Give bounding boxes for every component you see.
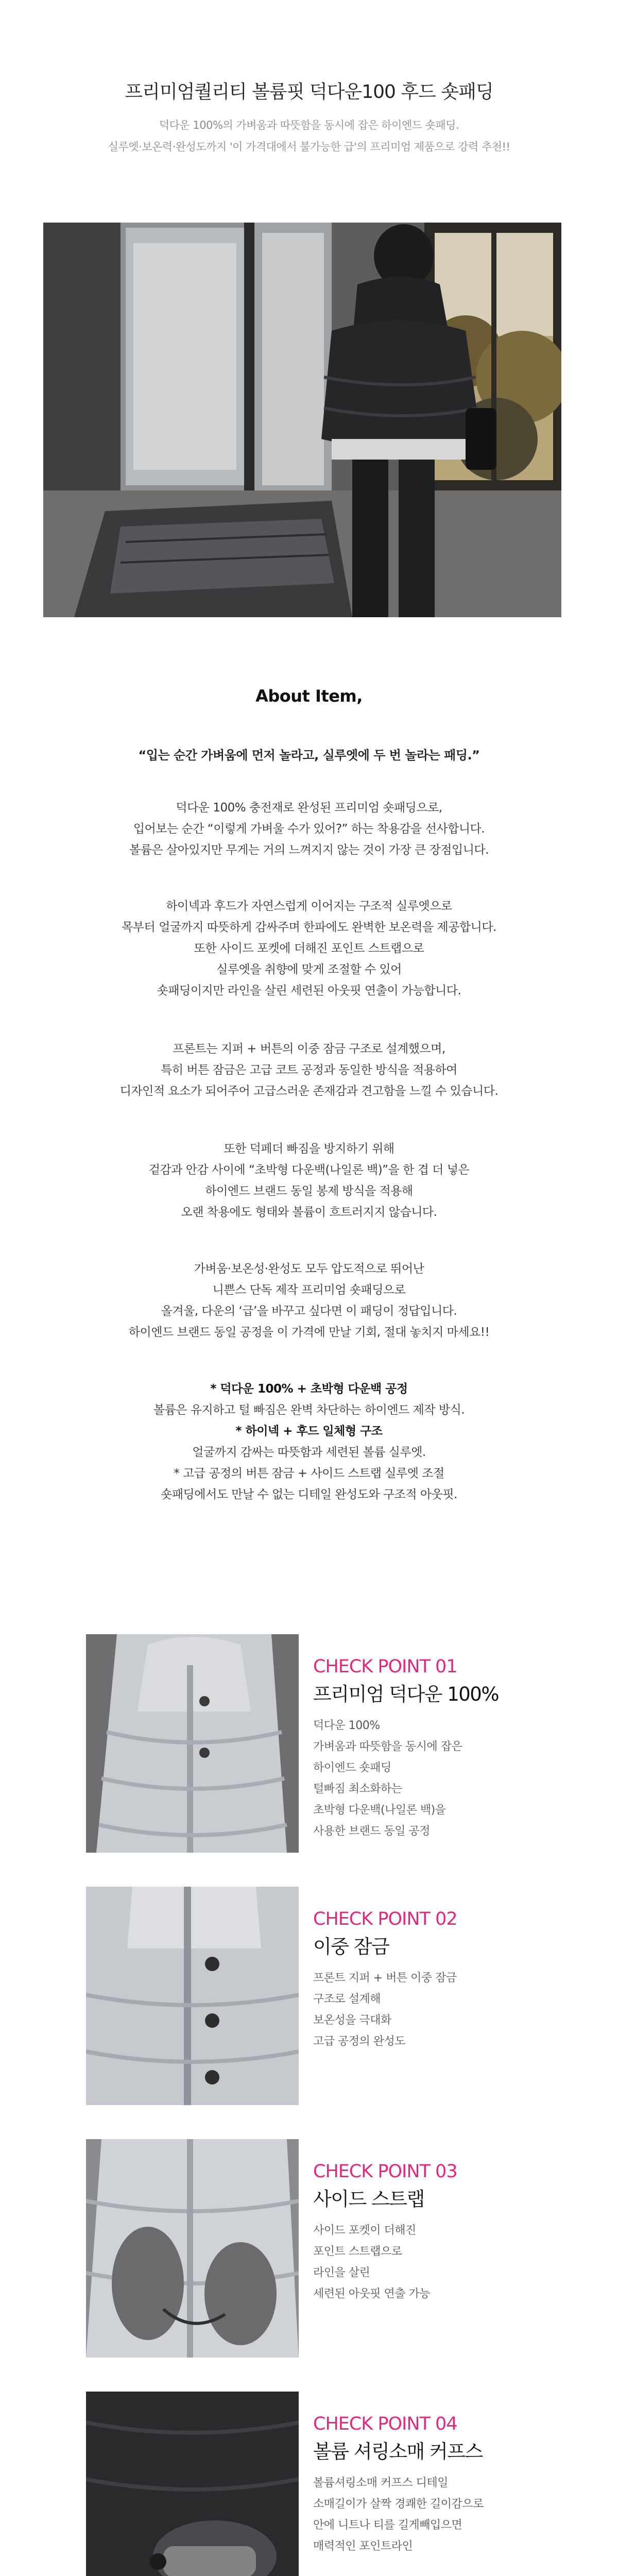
- checkpoint-label: CHECK POINT 04: [313, 2414, 457, 2434]
- about-line: 겉감과 안감 사이에 “초박형 다운백(나일론 백)”을 한 겹 더 넣은: [148, 1163, 470, 1177]
- about-line: 입어보는 순간 “이렇게 가벼울 수가 있어?” 하는 착용감을 선사합니다.: [133, 822, 485, 836]
- checkpoint-description: [313, 2220, 581, 2304]
- checkpoint-desc-line: 사용한 브랜드 동일 공정: [313, 1825, 431, 1838]
- summary-line: * 고급 공정의 버튼 잠금 + 사이드 스트랩 실루엣 조절: [174, 1467, 444, 1480]
- checkpoint-description: [313, 1968, 581, 2052]
- checkpoint-desc-line: 털빠짐 최소화하는: [313, 1783, 402, 1795]
- summary-line: 숏패딩에서도 만날 수 없는 디테일 완성도와 구조적 아웃핏.: [161, 1488, 457, 1501]
- about-line: 프론트는 지퍼 + 버튼의 이중 잠금 구조로 설계했으며,: [173, 1042, 445, 1056]
- about-line: 가벼움·보온성·완성도 모두 압도적으로 뛰어난: [194, 1262, 424, 1276]
- summary-line: 볼륨은 유지하고 털 빠짐은 완벽 차단하는 하이엔드 제작 방식.: [153, 1403, 465, 1417]
- summary-line: * 하이넥 + 후드 일체형 구조: [235, 1425, 383, 1438]
- about-line: 볼륨은 살아있지만 무게는 거의 느껴지지 않는 것이 가장 큰 장점입니다.: [129, 843, 489, 857]
- about-paragraph: [0, 1259, 618, 1343]
- hero-photo-illustration: [43, 223, 561, 617]
- checkpoint-description: [313, 2472, 581, 2557]
- checkpoint-photo-04: [86, 2392, 299, 2576]
- about-line: 또한 덕페더 빠짐을 방지하기 위해: [224, 1142, 394, 1156]
- checkpoint-title: 볼륨 셔링소매 커프스: [313, 2441, 483, 2463]
- about-line: 특히 버튼 잠금은 고급 코트 공정과 동일한 방식을 적용하여: [161, 1063, 457, 1077]
- checkpoint-desc-line: 고급 공정의 완성도: [313, 2035, 406, 2048]
- checkpoint-photo-01: [86, 1634, 299, 1853]
- about-line: 올겨울, 다운의 ‘급’을 바꾸고 싶다면 이 패딩이 정답입니다.: [161, 1304, 457, 1318]
- about-line: 오랜 착용에도 형태와 볼륨이 흐트러지지 않습니다.: [181, 1206, 437, 1219]
- hero-photo: [43, 223, 561, 617]
- checkpoint-desc-line: 라인을 살린: [313, 2266, 370, 2279]
- checkpoint-desc-line: 볼륨셔링소매 커프스 디테일: [313, 2477, 449, 2489]
- about-line: 덕다운 100% 충전재로 완성된 프리미엄 숏패딩으로,: [176, 801, 442, 815]
- checkpoint-desc-line: 포인트 스트랩으로: [313, 2245, 402, 2258]
- about-line: 목부터 얼굴까지 따뜻하게 감싸주며 한파에도 완벽한 보온력을 제공합니다.: [122, 921, 496, 934]
- summary-line: * 덕다운 100% + 초박형 다운백 공정: [210, 1382, 408, 1396]
- about-line: 하이엔드 브랜드 동일 봉제 방식을 적용해: [205, 1184, 413, 1198]
- checkpoint-desc-line: 덕다운 100%: [313, 1719, 380, 1732]
- checkpoint-04: [313, 2413, 581, 2557]
- checkpoint-desc-line: 하이엔드 숏패딩: [313, 1761, 391, 1774]
- about-paragraph: [0, 1139, 618, 1223]
- checkpoint-desc-line: 초박형 다운백(나일론 백)을: [313, 1804, 446, 1817]
- summary-line: 얼굴까지 감싸는 따뜻함과 세련된 볼륨 실루엣.: [192, 1446, 426, 1459]
- checkpoint-desc-line: 프론트 지퍼 + 버튼 이중 잠금: [313, 1972, 457, 1985]
- checkpoint-desc-line: 구조로 설계해: [313, 1993, 381, 2006]
- checkpoint-photo-illustration: [86, 2139, 299, 2358]
- checkpoint-desc-line: 보온성을 극대화: [313, 2014, 391, 2027]
- about-paragraph: [0, 1039, 618, 1102]
- about-heading: About Item,: [255, 686, 363, 706]
- about-paragraph: [0, 798, 618, 861]
- checkpoint-title: 프리미엄 덕다운 100%: [313, 1683, 499, 1705]
- checkpoint-title: 이중 잠금: [313, 1936, 389, 1958]
- about-quote: “입는 순간 가벼움에 먼저 놀라고, 실루엣에 두 번 놀라는 패딩.”: [138, 748, 480, 762]
- checkpoint-photo-02: [86, 1887, 299, 2105]
- checkpoint-photo-illustration: [86, 2392, 299, 2576]
- checkpoint-label: CHECK POINT 03: [313, 2161, 457, 2182]
- checkpoint-desc-line: 가벼움과 따뜻함을 동시에 잡은: [313, 1740, 462, 1753]
- about-line: 디자인적 요소가 되어주어 고급스러운 존재감과 견고함을 느낄 수 있습니다.: [119, 1084, 499, 1098]
- checkpoint-label: CHECK POINT 01: [313, 1656, 457, 1677]
- product-subtitle: [0, 114, 618, 158]
- checkpoint-desc-line: 매력적인 포인트라인: [313, 2540, 413, 2553]
- about-line: 하이엔드 브랜드 동일 공정을 이 가격에 만날 기회, 절대 놓치지 마세요!!: [128, 1326, 490, 1339]
- about-line: 하이넥과 후드가 자연스럽게 이어지는 구조적 실루엣으로: [166, 900, 452, 913]
- checkpoint-photo-illustration: [86, 1634, 299, 1853]
- checkpoint-photo-illustration: [86, 1887, 299, 2105]
- subtitle-line: 덕다운 100%의 가벼움과 따뜻함을 동시에 잡은 하이엔드 숏패딩.: [159, 119, 459, 131]
- product-title: 프리미엄퀄리티 볼륨핏 덕다운100 후드 숏패딩: [125, 81, 493, 103]
- checkpoint-title: 사이드 스트랩: [313, 2188, 424, 2210]
- checkpoint-desc-line: 세련된 아웃핏 연출 가능: [313, 2287, 431, 2300]
- checkpoint-01: [313, 1655, 581, 1842]
- about-line: 숏패딩이지만 라인을 살린 세련된 아웃핏 연출이 가능합니다.: [157, 984, 461, 997]
- about-line: 실루엣을 취향에 맞게 조절할 수 있어: [216, 963, 402, 976]
- checkpoint-description: [313, 1715, 581, 1842]
- about-summary: [0, 1379, 618, 1505]
- about-paragraph: [0, 896, 618, 1002]
- subtitle-line: 실루엣·보온력·완성도까지 '이 가격대에서 불가능한 급'의 프리미엄 제품으로 강력 추천!!: [108, 141, 510, 153]
- about-line: 니쁜스 단독 제작 프리미엄 숏패딩으로: [212, 1283, 406, 1297]
- about-line: 또한 사이드 포켓에 더해진 포인트 스트랩으로: [194, 942, 424, 955]
- checkpoint-desc-line: 소매길이가 살짝 경쾌한 길이감으로: [313, 2498, 484, 2511]
- checkpoint-label: CHECK POINT 02: [313, 1909, 457, 1929]
- checkpoint-desc-line: 사이드 포켓이 더해진: [313, 2224, 416, 2237]
- checkpoint-photo-03: [86, 2139, 299, 2358]
- checkpoint-desc-line: 안에 니트나 티를 길게빼입으면: [313, 2519, 462, 2532]
- checkpoint-03: [313, 2160, 581, 2304]
- checkpoint-02: [313, 1908, 581, 2052]
